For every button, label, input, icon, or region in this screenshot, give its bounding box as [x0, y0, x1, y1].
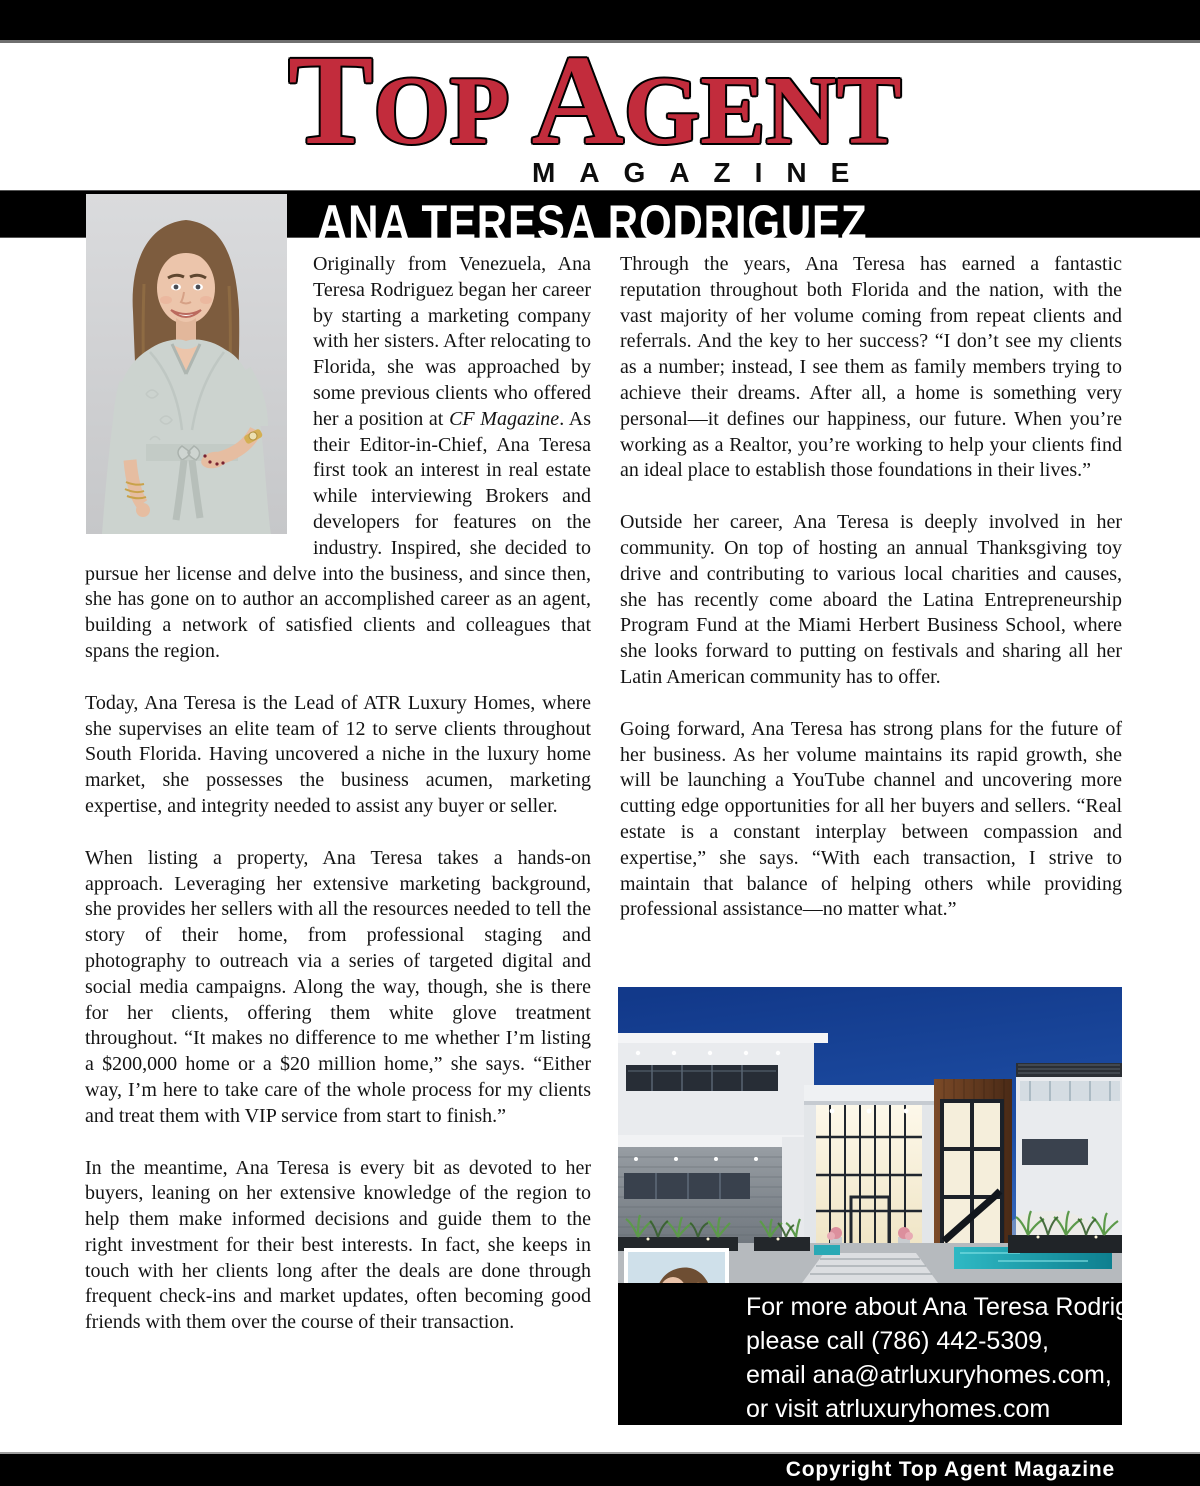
- contact-line-2-phone: please call (786) 442-5309,: [746, 1327, 1049, 1355]
- article-column-left: [85, 252, 591, 1336]
- contact-line-1: For more about Ana Teresa Rodriguez: [746, 1293, 1170, 1321]
- paragraph: When listing a property, Ana Teresa takes a hands-on approach. Leveraging her extensive marketing background, she provides her sellers with all the resources needed to tell the story of their home, from professional staging and photography to outreach via a series of targeted digital and social media campaigns. Along the way, though, she is there for her clients, offering them white glove treatment throughout. “It makes no difference to me whether I’m listing a $200,000 home or a $20 million home,” she says. “Either way, I’m here to take care of the whole process for my clients and treat them with VIP service from start to finish.”: [85, 846, 591, 1127]
- copyright-text: Copyright Top Agent Magazine: [785, 1458, 1115, 1481]
- paragraph: Through the years, Ana Teresa has earned a fantastic reputation throughout both Florida and the nation, with the vast majority of her volume coming from repeat clients and referrals. And the key to her success? “I don’t see my clients as a number; instead, I see them as family members trying to achieve their dreams. After all, a home is something very personal—it defines our happiness, our future. When you’re working as a Realtor, you’re working to help your clients find an ideal place to establish those foundations in their lives.”: [620, 253, 1122, 482]
- article-column-right: [620, 252, 1122, 923]
- photo-wrap-spacer: [85, 252, 313, 537]
- logo-letter: T: [288, 29, 374, 171]
- paragraph-text: Originally from Venezuela, Ana Teresa Rodriguez began her career by starting a marketing company with her sisters. After relocating to Florida, she was approached by some previous clients who offered her a position at: [313, 253, 591, 430]
- agent-name-title: ANA TERESA RODRIGUEZ: [317, 195, 868, 251]
- contact-line-3-email: email ana@atrluxuryhomes.com,: [746, 1361, 1112, 1389]
- magazine-logo-subtitle: MAGAZINE: [532, 157, 874, 188]
- paragraph-text: . As their Editor-in-Chief, Ana Teresa first took an interest in real estate while interviewing Brokers and developers for features on the industry. Inspired, she decided to pursue her license and delve into the business, and since then, she has gone on to author an accomplished career as an agent, building a network of satisfied clients and colleagues that spans the region.: [85, 407, 591, 662]
- logo-letters: OP: [373, 57, 510, 165]
- property-photo: [618, 987, 1122, 1283]
- copyright-bar: [0, 1452, 1200, 1486]
- logo-letters: GENT: [623, 57, 902, 165]
- paragraph: Going forward, Ana Teresa has strong plans for the future of her business. As her volume maintains its rapid growth, she will be launching a YouTube channel and uncovering more cutting edge opportunities for all her buyers and sellers. “Real estate is a constant interplay between compassion and expertise,” she says. “With each transaction, I strive to maintain that balance of helping others while providing professional assistance—no matter what.”: [620, 717, 1122, 921]
- paragraph: Today, Ana Teresa is the Lead of ATR Luxury Homes, where she supervises an elite team of 12 to serve clients throughout South Florida. Having uncovered a niche in the luxury home market, she possesses the business acumen, marketing expertise, and integrity needed to assist any buyer or seller.: [85, 691, 591, 817]
- cf-magazine-italic: CF Magazine: [449, 407, 560, 430]
- paragraph: In the meantime, Ana Teresa is every bit as devoted to her buyers, leaning on her extensive knowledge of the region to help them make informed decisions and guide them to the right investment for their best interests. In fact, she keeps in touch with her clients long after the deals are done through frequent check-ins and market updates, often becoming good friends with them over the course of their transaction.: [85, 1156, 591, 1334]
- contact-box: [618, 1283, 1170, 1425]
- logo-letter: A: [531, 29, 624, 171]
- paragraph: Outside her career, Ana Teresa is deeply involved in her community. On top of hosting an annual Thanksgiving toy drive and contributing to various local charities and causes, she has recently come aboard the Latina Entrepreneurship Program Fund at the Miami Herbert Business School, where she looks forward to putting on festivals and sharing all her Latin American community has to offer.: [620, 511, 1122, 688]
- top-agent-magazine-logo: [288, 29, 902, 171]
- contact-line-4-website: or visit atrluxuryhomes.com: [746, 1395, 1051, 1423]
